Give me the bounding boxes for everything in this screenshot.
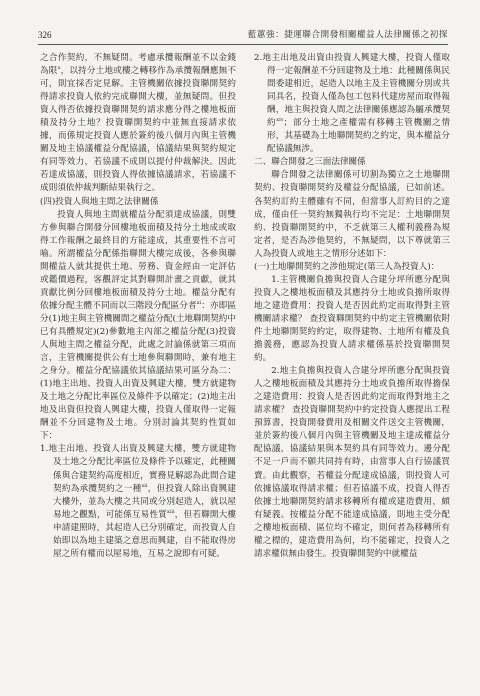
footnote-ref: xi — [196, 300, 202, 307]
header-rule — [38, 44, 448, 45]
footnote-ref: xii — [141, 482, 148, 489]
paragraph: 2.地主負擔與投資人合建分坪所應分配與投資人之樓地板面積及其應持分土地或負擔所取得擔保之建造費用：投資人是否因此約定而取得對地主之請求權？ 查投資聯開契約中約定投資人應提出工程預算書，投資開發費用及相關文件送交主管機關，並於簽約後八個月內與主管機關及地主達成權益分配協議，協議結果與本契約具有同等效力。邊分配不足一戶而不願共同持有時，由當事人自行協議買賣。由此觀察，若權益分配達成協議，則投資人可依據協議取得請求權；但若協議不成，投資人得否依據土地聯開契約請求移轉所有權或建造費用，頗有疑義。按權益分配不能達成協議，則地主受分配之樓地板面積、區位均不確定，則何者為移轉所有權之標的，建造費用為何，均不能確定，投資人之請求權似無由發生。投資聯開契約中就權益 — [254, 366, 450, 559]
paragraph: 投資人與地主間就權益分配須達成協議，則雙方參與聯合開發分回樓地板面積及持分土地成或取得工作報酬之最終目的方能達成，其重要性不言可喻。所謂權益分配係指聯開大樓完成後，各參與聯開權益人就其提供土地、勞務、資金經由一定評估或鑑價過程，客觀評定其對聯開計畫之貢獻，就其貢獻比例分回樓地板面積及持分土地。權益分配有依據分配主體不同而以三階段分配區分者$^{xi}$：亦即區分(1)地主與主管機關間之權益分配(土地聯開契約中已有具體規定)(2)參數地主內部之權益分配(3)投資人與地主間之權益分配，此處之討論係就第三項而言，主管機關提供公有土地參與聯開時，兼有地主之身分。權益分配協議依其協議結果可區分為二：(1)地主出地、投資人出資及興建大樓，雙方就建物及土地之分配比率區位及條件予以確定；(2)地主出地及出資但投資人興建大樓，投資人僅取得一定報酬並不分回建物及土地。分別討論其契約性質如下： — [40, 209, 236, 442]
paragraph: 之合作契約，不無疑問。考慮承攬報酬並不以金錢為限$^x$，以持分土地或樓之轉移作為承攬報酬應無不可，則宜採否定見解。主管機關依據投資聯開契約得請求投資人依約完成聯開大樓，並無疑問。但投資人得否依據投資聯開契約請求應分得之樓地板面積及持分土地？投資聯開契約中並無直接請求依據，而係規定投資人應於簽約後八個月內與主管機關及地主協議權益分配協議，協議結果與契約規定有同等效力，若協議不成則以提付仲裁解決。因此若達成協議，則投資人得依據協議請求，若協議不成則須依仲裁判斷結果執行之。 — [40, 53, 236, 194]
list-item: 2.地主出地及出資由投資人興建大樓，投資人僅取得一定報酬並不分回建物及土地：此種關係與民間委建相近，起造人以地主及主管機關分別或共同具名，投資人僅為包工包料代建房屋而取得報酬，地主與投資人間之法律關係應認為屬承攬契約$^{xiv}$；部分土地之產權需有移轉主管機關之情形，其基礎為土地聯開契約之約定，與本權益分配協議無涉。 — [254, 53, 450, 155]
page-number: 326 — [38, 30, 52, 40]
paragraph: 1.主管機關負擔與投資人合建分坪所應分配與投資人之樓地板面積及其應持分土地或負擔所取得地之建造費用：投資人是否因此約定而取得對主管機關請求權？ 查投資聯開契約中約定主管機關依附件土地聯開契約約定，取得建物、土地所有權及負擔義務，應認為投資人請求權係基於投資聯開契約。 — [254, 274, 450, 364]
running-head: 藍蕙強：捷運聯合開發相關權益人法律關係之初探 — [247, 30, 448, 40]
footnote-ref: x — [57, 65, 61, 72]
list-item: 1.地主出地、投資人出資及興建大樓，雙方就建物及土地之分配比率區位及條件予以確定，此種關係與合建契約高度相近，實務見解認為此間合建契約為承攬契約之一種$^{xii}$，但投資人除出資興建大樓外，並為大樓之共同或分別起造人，就以屋易地之觀點，可能係互易性質$^{xiii}$，但若聯開大樓申請建照時，其起造人已分別確定，而投資人自始即以為地主建築之意思而興建，自不能取得房屋之所有權而以屋易地，互易之說即有可疑。 — [40, 444, 236, 559]
footnote-ref: xiii — [166, 508, 175, 515]
paragraph: 聯合開發之法律關係可切割為獨立之土地聯開契約、投資聯開契約及權益分配協議，已如前述。各契約訂約主體雖有不同，但當事人訂約目的之達成，僅由任一契約無獨執行均不完足：土地聯開契約、投資聯開契約中，不乏就第三人權利義務為規定者，是否為涉他契約，不無疑問，以下尊就第三人為投資人或地主之情形分述如下： — [254, 170, 450, 259]
section-heading: (四)投資人與地主間之法律關係 — [40, 196, 159, 207]
subsection-heading: (一)土地聯開契約之涉他規定(第三人為投資人)： — [254, 261, 440, 272]
page-header — [38, 28, 448, 42]
section-heading: 二、聯合開發之三面法律關係 — [254, 157, 366, 168]
left-column — [40, 52, 236, 561]
right-column — [254, 52, 450, 561]
footnote-ref: xiv — [276, 117, 284, 124]
